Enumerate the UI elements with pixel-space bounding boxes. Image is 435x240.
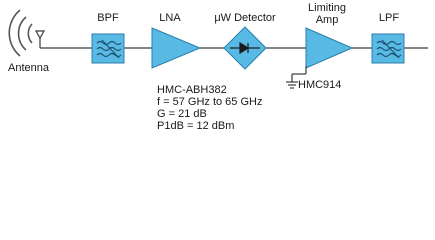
lna-gain: G = 21 dB	[157, 108, 207, 120]
limiting-amplifier	[306, 28, 352, 68]
limiting-amp-label-line2: Amp	[315, 14, 339, 26]
antenna-mast	[36, 31, 44, 48]
lna-specs	[157, 84, 262, 132]
limiting-amp-label-line1: Limiting	[308, 2, 346, 14]
amp-part-number: HMC914	[298, 79, 342, 91]
lna-label: LNA	[159, 12, 181, 24]
detector-block	[224, 27, 266, 69]
lpf-block	[372, 34, 404, 63]
lna-frequency: f = 57 GHz to 65 GHz	[157, 96, 263, 108]
lna-amplifier	[152, 28, 200, 68]
amplifier-icon	[152, 28, 200, 68]
detector-label: μW Detector	[214, 12, 276, 24]
antenna-icon	[9, 10, 32, 56]
antenna-label: Antenna	[8, 62, 49, 74]
lna-part-number: HMC-ABH382	[157, 84, 227, 96]
lna-p1db: P1dB = 12 dBm	[157, 120, 235, 132]
bpf-block	[92, 34, 124, 63]
lpf-label: LPF	[378, 12, 400, 24]
bpf-label: BPF	[97, 12, 119, 24]
amplifier-icon	[306, 28, 352, 68]
